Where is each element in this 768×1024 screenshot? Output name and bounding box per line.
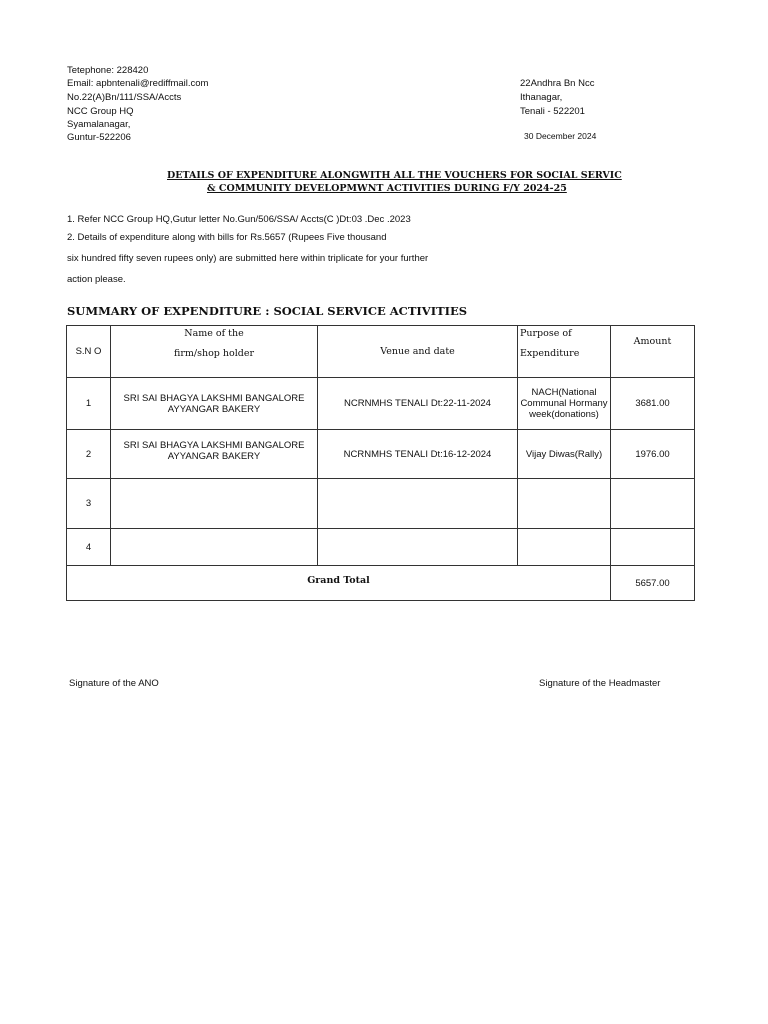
row-firm-name: SRI SAI BHAGYA LAKSHMI BANGALORE AYYANGAR BAKERY — [111, 430, 318, 479]
row-venue: NCRNMHS TENALI Dt:22-11-2024 — [318, 378, 518, 430]
row-firm-name — [111, 479, 318, 529]
row-purpose — [518, 529, 611, 566]
header-amount — [611, 326, 695, 378]
from-city: Tenali - 522201 — [520, 106, 585, 117]
row-venue: NCRNMHS TENALI Dt:16-12-2024 — [318, 430, 518, 479]
header-venue — [318, 326, 518, 378]
expenditure-table — [66, 325, 695, 601]
header-purpose-top: Purpose of — [520, 328, 572, 339]
header-amount-label: Amount — [633, 336, 672, 347]
row-amount — [611, 479, 695, 529]
telephone: Tetephone: 228420 — [67, 65, 149, 76]
from-unit: 22Andhra Bn Ncc — [520, 78, 595, 89]
header-sno — [67, 326, 111, 378]
table-row — [67, 529, 695, 566]
header-purpose-bottom: Expenditure — [520, 348, 580, 359]
row-purpose: Vijay Diwas(Rally) — [518, 430, 611, 479]
table-header-row — [67, 326, 695, 378]
heading-line-1: DETAILS OF EXPENDITURE ALONGWITH ALL THE VOUCHERS FOR SOCIAL SERVIC — [167, 170, 622, 181]
row-sno: 2 — [67, 430, 111, 479]
row-amount — [611, 529, 695, 566]
details-point-end: action please. — [67, 274, 126, 285]
row-amount: 1976.00 — [611, 430, 695, 479]
row-firm-name — [111, 529, 318, 566]
grand-total-label-cell — [67, 566, 611, 601]
heading-line-2: & COMMUNITY DEVELOPMWNT ACTIVITIES DURING F/Y 2024-25 — [207, 183, 567, 194]
recipient-area: Syamalanagar, — [67, 119, 131, 130]
header-sno-label: S.N O — [75, 346, 102, 357]
row-firm-name: SRI SAI BHAGYA LAKSHMI BANGALORE AYYANGAR BAKERY — [111, 378, 318, 430]
row-amount: 3681.00 — [611, 378, 695, 430]
header-name-top: Name of the — [184, 328, 244, 339]
row-venue — [318, 479, 518, 529]
details-point-continued: six hundred fifty seven rupees only) are submitted here within triplicate for your further — [67, 253, 429, 264]
reference-point: 1. Refer NCC Group HQ,Gutur letter No.Gun/506/SSA/ Accts(C )Dt:03 .Dec .2023 — [67, 214, 411, 225]
recipient-name: NCC Group HQ — [67, 106, 134, 117]
header-venue-label: Venue and date — [380, 346, 455, 357]
reference-number: No.22(A)Bn/111/SSA/Accts — [67, 92, 182, 103]
from-area: Ithanagar, — [520, 92, 563, 103]
row-sno: 1 — [67, 378, 111, 430]
grand-total-label: Grand Total — [307, 574, 370, 586]
table-row — [67, 430, 695, 479]
summary-title: SUMMARY OF EXPENDITURE : SOCIAL SERVICE ACTIVITIES — [67, 304, 468, 318]
details-point: 2. Details of expenditure along with bills for Rs.5657 (Rupees Five thousand — [67, 232, 387, 243]
row-purpose — [518, 479, 611, 529]
email: Email: apbntenali@rediffmail.com — [67, 78, 209, 89]
row-venue — [318, 529, 518, 566]
header-purpose — [518, 326, 611, 378]
signature-ano: Signature of the ANO — [69, 678, 159, 689]
row-sno: 4 — [67, 529, 111, 566]
header-name-bottom: firm/shop holder — [173, 348, 255, 359]
signature-headmaster: Signature of the Headmaster — [539, 678, 661, 689]
row-sno: 3 — [67, 479, 111, 529]
grand-total-value: 5657.00 — [611, 566, 695, 601]
letter-date: 30 December 2024 — [524, 131, 597, 141]
row-purpose: NACH(National Communal Hormany week(donations) — [518, 378, 611, 430]
table-row — [67, 378, 695, 430]
grand-total-row — [67, 566, 695, 601]
table-row — [67, 479, 695, 529]
recipient-city: Guntur-522206 — [67, 132, 131, 143]
header-name — [111, 326, 318, 378]
